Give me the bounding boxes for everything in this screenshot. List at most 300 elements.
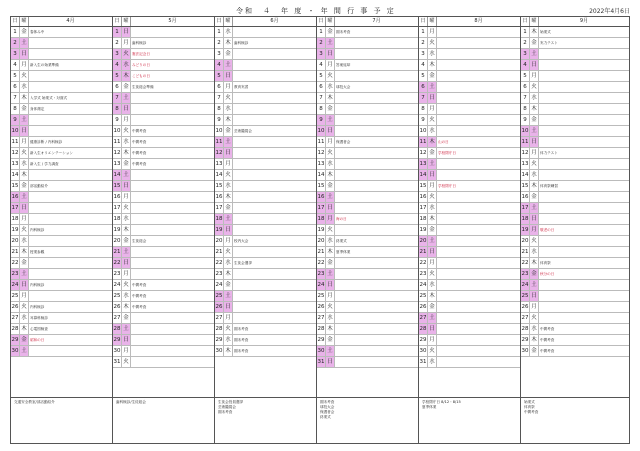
weekday-label: 土 <box>326 269 335 279</box>
calendar-day-row <box>521 38 629 49</box>
event-text <box>233 280 316 290</box>
weekday-label: 木 <box>20 93 29 103</box>
event-text <box>437 38 520 48</box>
calendar-day-row <box>113 192 214 203</box>
event-text: 内科検診 <box>30 283 45 287</box>
calendar-day-row <box>419 159 520 170</box>
day-number: 24 <box>215 282 223 288</box>
day-number: 28 <box>419 326 427 332</box>
weekday-label: 火 <box>428 115 437 125</box>
weekday-label: 土 <box>530 126 539 136</box>
event-text <box>437 346 520 356</box>
day-number: 15 <box>11 183 19 189</box>
day-number: 28 <box>11 326 19 332</box>
day-number: 20 <box>11 238 19 244</box>
weekday-label: 月 <box>122 269 131 279</box>
event-text <box>335 170 418 180</box>
day-number: 10 <box>113 128 121 134</box>
weekday-label: 火 <box>224 247 233 257</box>
weekday-label: 土 <box>530 203 539 213</box>
weekday-label: 日 <box>20 49 29 59</box>
calendar-day-row <box>521 137 629 148</box>
calendar-day-row <box>521 280 629 291</box>
day-number: 4 <box>317 60 326 70</box>
calendar-day-row <box>419 181 520 192</box>
day-number: 18 <box>419 216 427 222</box>
weekday-label: 火 <box>530 313 539 323</box>
calendar-day-row <box>113 49 214 60</box>
event-text <box>233 313 316 323</box>
weekday-label: 日 <box>122 27 131 37</box>
event-text <box>335 192 418 202</box>
weekday-label: 日 <box>530 137 539 147</box>
event-text <box>233 104 316 114</box>
event-text <box>233 203 316 213</box>
event-text <box>29 203 112 213</box>
calendar-day-row <box>11 170 112 181</box>
calendar-day-row <box>11 49 112 60</box>
day-number: 20 <box>521 238 529 244</box>
event-text: 耳鼻科検診 <box>30 316 48 320</box>
weekday-label: 日 <box>428 247 437 257</box>
event-text <box>335 280 418 290</box>
day-number: 21 <box>521 249 529 255</box>
weekday-column-label: 曜 <box>326 17 335 26</box>
issue-date: 2022年4月6日 <box>589 8 630 15</box>
event-text: 中間考査 <box>540 338 555 342</box>
event-text: 入学式 始業式・対面式 <box>30 96 68 100</box>
event-text: 歯科検診 <box>234 41 249 45</box>
calendar-day-row <box>317 82 418 93</box>
event-text: 中間考査 <box>132 162 147 166</box>
weekday-label: 月 <box>326 291 335 301</box>
calendar-day-row <box>215 335 316 346</box>
day-number: 20 <box>419 238 427 244</box>
event-text <box>335 346 418 356</box>
day-number: 20 <box>317 238 325 244</box>
day-number: 12 <box>11 150 19 156</box>
event-text <box>539 126 629 136</box>
event-text <box>131 214 214 224</box>
calendar-day-row <box>113 27 214 38</box>
event-text: 新入生 / 学力調査 <box>30 162 59 166</box>
calendar-day-row <box>521 60 629 71</box>
calendar-day-row <box>215 60 316 71</box>
weekday-label: 火 <box>122 203 131 213</box>
weekday-label: 水 <box>530 247 539 257</box>
month-label: 5月 <box>168 18 177 24</box>
calendar-day-row <box>215 280 316 291</box>
calendar-day-row <box>113 159 214 170</box>
day-number: 3 <box>521 49 530 59</box>
calendar-day-row <box>419 71 520 82</box>
calendar-day-row <box>113 115 214 126</box>
event-text <box>335 181 418 191</box>
day-number: 3 <box>11 49 20 59</box>
day-number: 2 <box>419 38 428 48</box>
weekday-label: 金 <box>428 148 437 158</box>
weekday-label: 日 <box>326 280 335 290</box>
event-text: 春休み中 <box>30 30 45 34</box>
weekday-label: 火 <box>428 192 437 202</box>
event-text <box>233 269 316 279</box>
calendar-day-row <box>521 214 629 225</box>
calendar-day-row <box>419 170 520 181</box>
calendar-day-row <box>113 60 214 71</box>
calendar-day-row <box>317 181 418 192</box>
weekday-label: 木 <box>20 247 29 257</box>
calendar-day-row <box>521 27 629 38</box>
calendar-day-row <box>317 104 418 115</box>
weekday-label: 木 <box>224 346 233 356</box>
day-number: 19 <box>419 227 427 233</box>
weekday-label: 土 <box>428 236 437 246</box>
calendar-day-row <box>521 324 629 335</box>
event-text: 答案返却 <box>336 63 351 67</box>
weekday-label: 水 <box>326 313 335 323</box>
day-number: 27 <box>317 315 325 321</box>
event-text: 期末考査 <box>336 30 351 34</box>
event-text <box>437 236 520 246</box>
event-text <box>437 71 520 81</box>
calendar-day-row <box>317 335 418 346</box>
weekday-label: 木 <box>428 60 437 70</box>
day-number: 19 <box>113 227 121 233</box>
day-number: 1 <box>215 27 224 37</box>
calendar-day-row <box>317 49 418 60</box>
day-number: 3 <box>419 49 428 59</box>
month-column <box>11 17 113 397</box>
event-text <box>539 247 629 257</box>
day-number: 23 <box>113 271 121 277</box>
weekday-label: 木 <box>122 225 131 235</box>
event-text: 教育実習 <box>234 85 249 89</box>
day-number: 19 <box>11 227 19 233</box>
calendar-day-row <box>113 203 214 214</box>
event-text <box>539 159 629 169</box>
calendar-day-row <box>419 236 520 247</box>
calendar-day-row <box>419 247 520 258</box>
day-number: 16 <box>113 194 121 200</box>
weekday-label: 火 <box>20 225 29 235</box>
event-text <box>437 170 520 180</box>
footer-note: 期末考査 <box>218 410 233 414</box>
weekday-label: 月 <box>224 236 233 246</box>
day-number: 3 <box>215 49 224 59</box>
footer-note: 生徒会役員選挙 <box>218 400 244 404</box>
calendar-day-row <box>317 324 418 335</box>
event-text <box>29 269 112 279</box>
calendar-day-row <box>11 247 112 258</box>
calendar-day-row <box>11 60 112 71</box>
calendar-day-row <box>215 181 316 192</box>
day-number: 28 <box>317 326 325 332</box>
weekday-label: 金 <box>326 335 335 345</box>
event-text <box>335 49 418 59</box>
day-number: 18 <box>317 216 325 222</box>
footer-note-cell <box>113 398 215 443</box>
event-text <box>131 27 214 37</box>
calendar-day-row <box>113 148 214 159</box>
weekday-label: 日 <box>20 280 29 290</box>
calendar-day-row <box>113 93 214 104</box>
day-number: 17 <box>419 205 427 211</box>
day-number: 13 <box>11 161 19 167</box>
weekday-label: 火 <box>428 269 437 279</box>
event-text <box>335 38 418 48</box>
calendar-day-row <box>521 313 629 324</box>
event-text <box>131 93 214 103</box>
calendar-day-row <box>521 126 629 137</box>
day-number: 18 <box>215 216 223 222</box>
weekday-label: 金 <box>428 71 437 81</box>
day-number: 6 <box>113 82 122 92</box>
event-text <box>539 280 629 290</box>
weekday-label: 土 <box>326 38 335 48</box>
day-number: 9 <box>113 115 122 125</box>
event-text <box>437 60 520 70</box>
day-number: 23 <box>317 271 325 277</box>
event-text <box>131 104 214 114</box>
calendar-day-row <box>419 126 520 137</box>
weekday-label: 水 <box>20 159 29 169</box>
day-number: 4 <box>419 60 428 70</box>
weekday-label: 木 <box>326 93 335 103</box>
calendar-day-row <box>317 269 418 280</box>
event-text <box>29 236 112 246</box>
day-number: 15 <box>317 183 325 189</box>
calendar-day-row <box>521 247 629 258</box>
weekday-label: 火 <box>326 148 335 158</box>
day-number: 5 <box>11 71 20 81</box>
day-number: 29 <box>419 337 427 343</box>
weekday-label: 土 <box>428 313 437 323</box>
weekday-label: 水 <box>428 126 437 136</box>
event-text <box>131 335 214 345</box>
calendar-day-row <box>215 115 316 126</box>
event-text <box>131 313 214 323</box>
weekday-label: 土 <box>224 214 233 224</box>
day-number: 19 <box>317 227 325 233</box>
weekday-label: 日 <box>122 335 131 345</box>
day-number: 31 <box>419 359 427 365</box>
day-column-label: 日 <box>317 17 326 26</box>
calendar-day-row <box>113 104 214 115</box>
day-number: 16 <box>215 194 223 200</box>
event-text <box>131 225 214 235</box>
weekday-label: 日 <box>530 60 539 70</box>
weekday-label: 火 <box>122 357 131 367</box>
event-text: 中間考査 <box>132 283 147 287</box>
calendar-day-row <box>113 225 214 236</box>
weekday-label: 金 <box>122 159 131 169</box>
day-number: 10 <box>215 128 223 134</box>
calendar-day-row <box>521 225 629 236</box>
weekday-label: 金 <box>224 126 233 136</box>
day-number: 27 <box>113 315 121 321</box>
calendar-day-row <box>113 38 214 49</box>
weekday-label: 土 <box>530 280 539 290</box>
event-text <box>29 126 112 136</box>
event-text <box>335 324 418 334</box>
day-number: 21 <box>419 249 427 255</box>
event-text: 中間考査 <box>132 140 147 144</box>
calendar-day-row <box>215 258 316 269</box>
day-number: 5 <box>113 71 122 81</box>
month-column <box>419 17 521 397</box>
weekday-label: 水 <box>122 60 131 70</box>
calendar-day-row <box>215 27 316 38</box>
calendar-day-row <box>317 291 418 302</box>
event-text: 新入生の始業準備 <box>30 63 59 67</box>
event-text <box>131 258 214 268</box>
day-number: 17 <box>215 205 223 211</box>
calendar-day-row <box>317 302 418 313</box>
day-number: 28 <box>215 326 223 332</box>
day-number: 26 <box>521 304 529 310</box>
weekday-label: 火 <box>224 324 233 334</box>
day-number: 26 <box>11 304 19 310</box>
month-label: 8月 <box>474 18 483 24</box>
weekday-label: 月 <box>530 225 539 235</box>
day-number: 25 <box>317 293 325 299</box>
event-text <box>29 258 112 268</box>
day-number: 20 <box>215 238 223 244</box>
event-text <box>233 137 316 147</box>
day-number: 29 <box>215 337 223 343</box>
weekday-label: 金 <box>20 27 29 37</box>
day-number: 1 <box>113 27 122 37</box>
event-text: 学校閉庁日 <box>438 184 456 188</box>
day-number: 23 <box>11 271 19 277</box>
calendar-day-row <box>215 302 316 313</box>
weekday-label: 金 <box>20 104 29 114</box>
day-number: 2 <box>113 38 122 48</box>
weekday-label: 月 <box>428 27 437 37</box>
day-number: 31 <box>317 359 325 365</box>
day-number: 30 <box>215 348 223 354</box>
weekday-label: 木 <box>224 38 233 48</box>
event-text <box>437 27 520 37</box>
calendar-day-row <box>11 313 112 324</box>
event-text: 終業式 <box>336 239 347 243</box>
weekday-label: 日 <box>326 126 335 136</box>
calendar-day-row <box>215 82 316 93</box>
calendar-day-row <box>317 247 418 258</box>
event-text <box>29 214 112 224</box>
weekday-label: 日 <box>326 203 335 213</box>
day-number: 25 <box>419 293 427 299</box>
weekday-label: 火 <box>530 159 539 169</box>
event-text <box>29 38 112 48</box>
day-number: 8 <box>215 104 224 114</box>
weekday-label: 火 <box>530 82 539 92</box>
calendar-day-row <box>317 192 418 203</box>
day-number: 9 <box>419 115 428 125</box>
event-text <box>437 291 520 301</box>
day-number: 15 <box>215 183 223 189</box>
calendar-day-row <box>317 60 418 71</box>
calendar-day-row <box>419 280 520 291</box>
calendar-day-row <box>419 291 520 302</box>
weekday-label: 金 <box>20 181 29 191</box>
calendar-day-row <box>419 225 520 236</box>
event-text: 始業式 <box>540 30 551 34</box>
day-number: 7 <box>215 93 224 103</box>
event-text <box>29 49 112 59</box>
weekday-label: 月 <box>122 192 131 202</box>
weekday-label: 水 <box>122 137 131 147</box>
calendar-day-row <box>11 93 112 104</box>
calendar-day-row <box>215 247 316 258</box>
footer-note: 学校閉庁日 8/12・8/15 <box>422 400 461 404</box>
footer-note: 期末考査 <box>320 400 335 404</box>
day-number: 27 <box>419 315 427 321</box>
weekday-label: 水 <box>224 104 233 114</box>
event-text: 夏季休業 <box>336 250 351 254</box>
calendar-day-row <box>113 137 214 148</box>
event-text <box>131 115 214 125</box>
calendar-day-row <box>11 137 112 148</box>
event-text <box>131 324 214 334</box>
calendar-day-row <box>11 126 112 137</box>
event-text <box>335 313 418 323</box>
calendar-day-row <box>419 203 520 214</box>
day-number: 7 <box>317 93 326 103</box>
weekday-label: 水 <box>224 335 233 345</box>
event-text <box>437 225 520 235</box>
weekday-label: 水 <box>428 280 437 290</box>
calendar-day-row <box>317 346 418 357</box>
weekday-label: 火 <box>326 225 335 235</box>
calendar-day-row <box>11 258 112 269</box>
event-text <box>539 137 629 147</box>
calendar-day-row <box>215 225 316 236</box>
event-text <box>29 192 112 202</box>
calendar-day-row <box>419 269 520 280</box>
day-number: 14 <box>317 172 325 178</box>
month-column <box>215 17 317 397</box>
month-header <box>419 17 520 27</box>
calendar-day-row <box>215 126 316 137</box>
event-text <box>437 335 520 345</box>
day-number: 13 <box>215 161 223 167</box>
weekday-label: 火 <box>20 71 29 81</box>
event-text <box>335 126 418 136</box>
day-number: 7 <box>11 93 20 103</box>
event-text <box>29 346 112 356</box>
weekday-label: 火 <box>122 126 131 136</box>
event-text <box>335 148 418 158</box>
event-text <box>539 291 629 301</box>
event-text <box>233 148 316 158</box>
weekday-label: 金 <box>326 258 335 268</box>
day-number: 9 <box>215 115 224 125</box>
calendar-day-row <box>11 181 112 192</box>
day-number: 21 <box>317 249 325 255</box>
day-number: 11 <box>419 139 427 145</box>
event-text <box>233 225 316 235</box>
weekday-label: 木 <box>428 291 437 301</box>
day-number: 14 <box>113 172 121 178</box>
day-number: 4 <box>113 60 122 70</box>
weekday-label: 土 <box>20 346 29 356</box>
day-number: 24 <box>11 282 19 288</box>
day-number: 29 <box>317 337 325 343</box>
day-number: 19 <box>215 227 223 233</box>
day-number: 3 <box>113 49 122 59</box>
day-number: 9 <box>521 115 530 125</box>
